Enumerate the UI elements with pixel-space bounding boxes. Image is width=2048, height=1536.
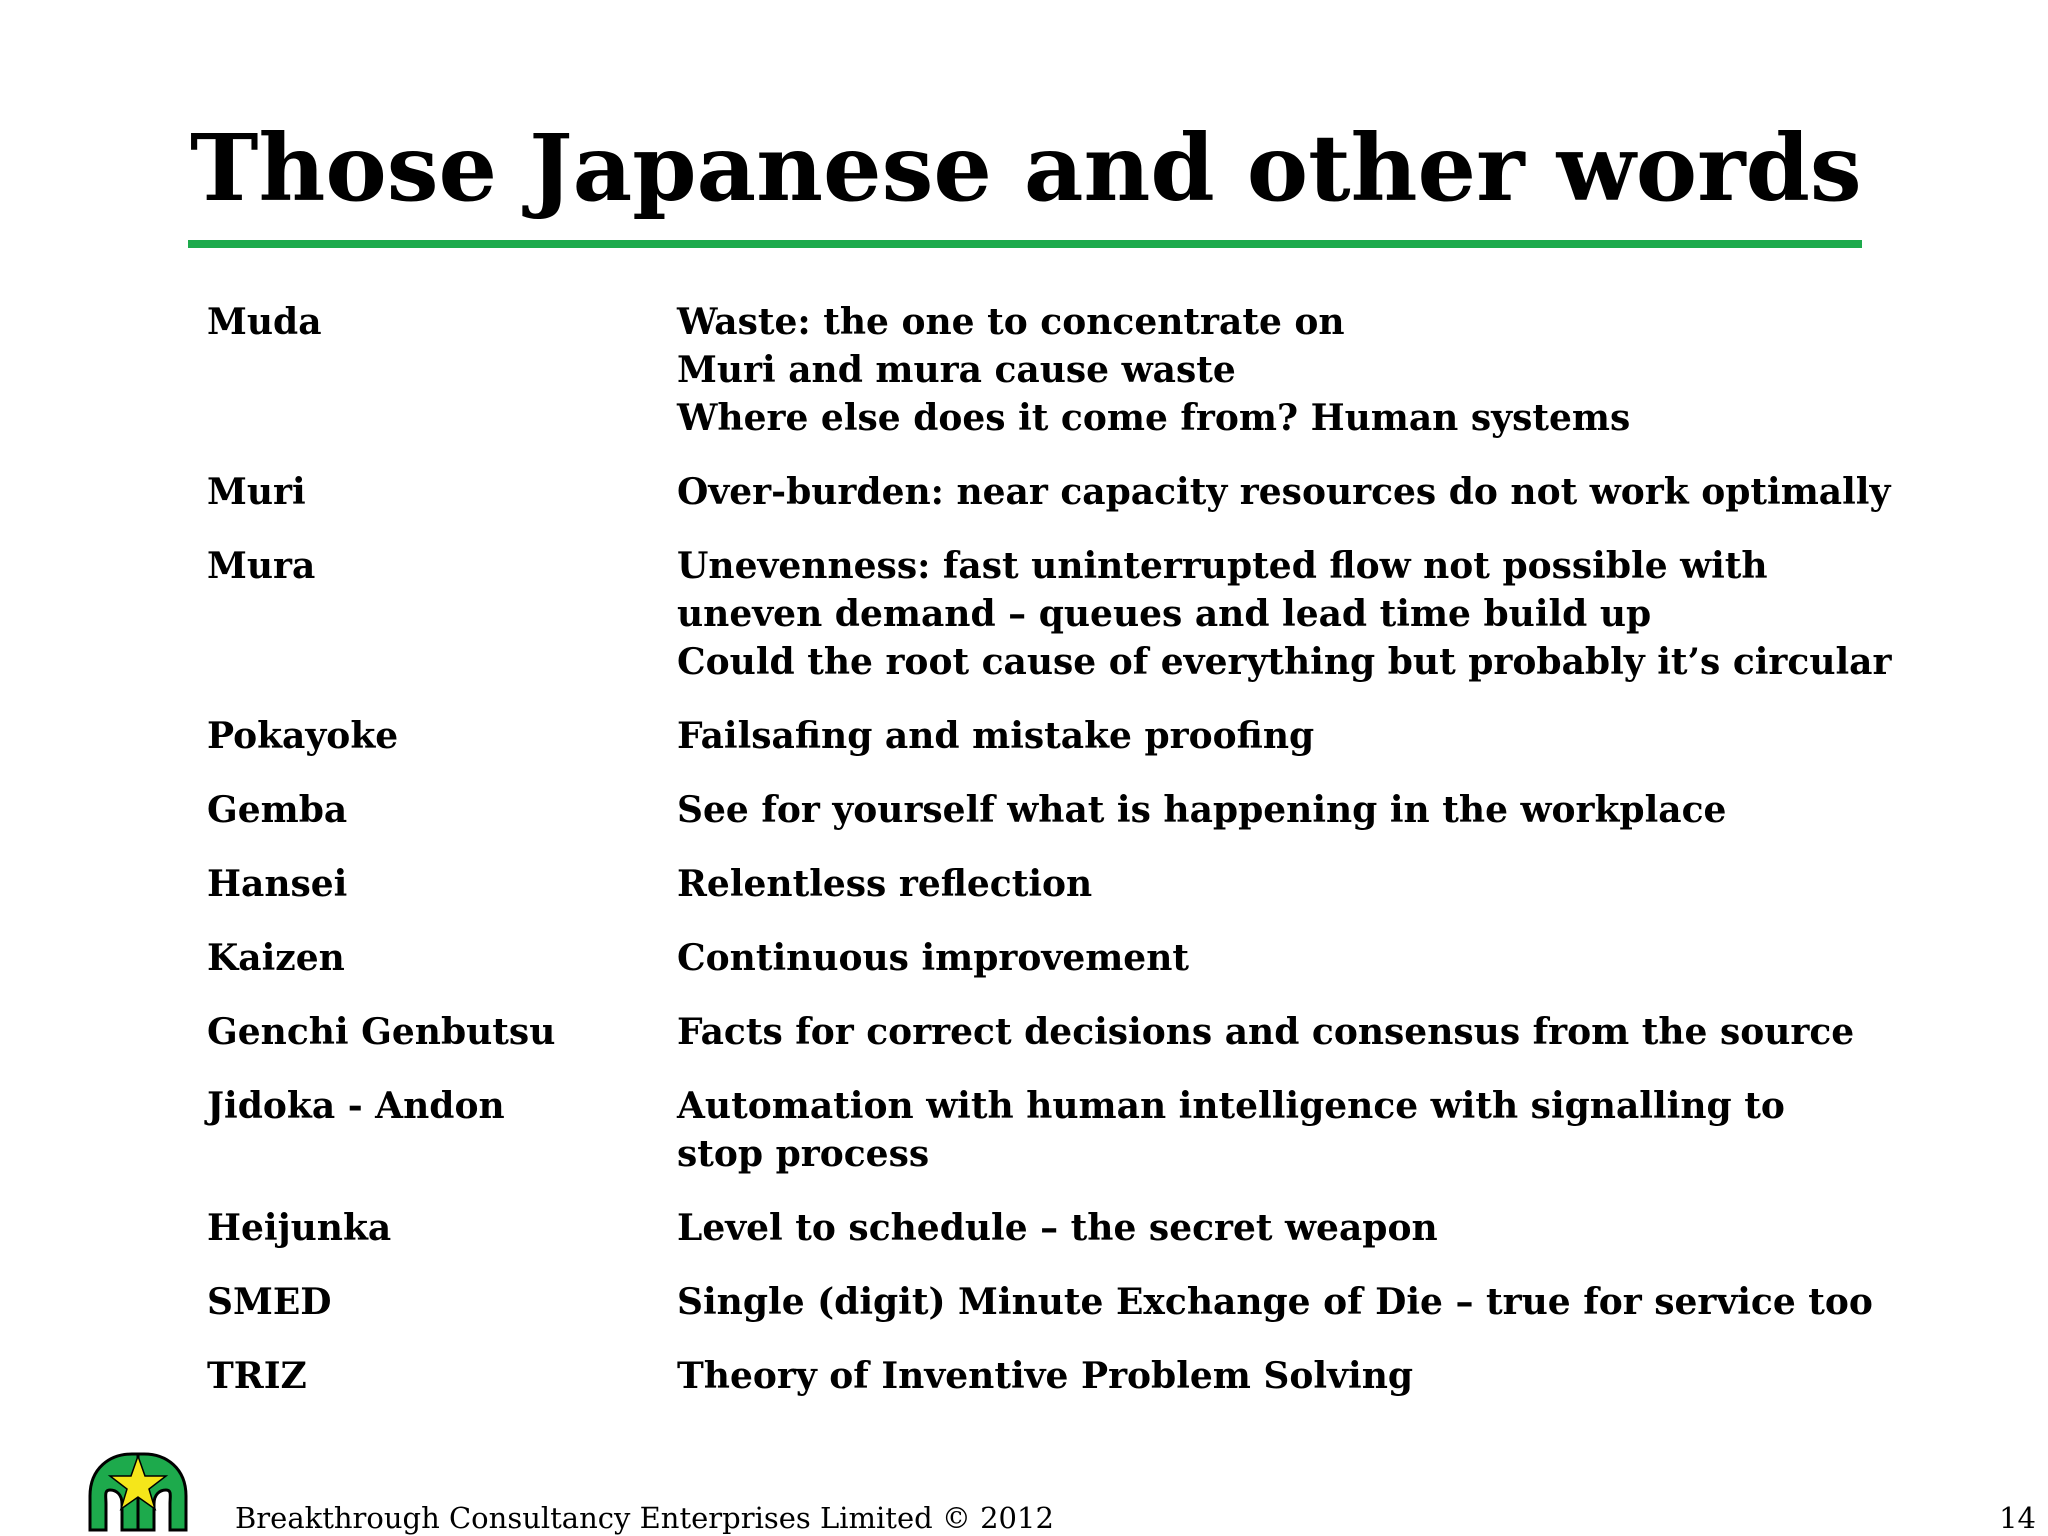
glossary-definition (677, 1204, 2007, 1252)
definition-line: Waste: the one to concentrate on (677, 301, 1345, 343)
definition-line: Relentless reflection (677, 863, 1093, 905)
definition-line: Muri and mura cause waste (677, 349, 1236, 391)
glossary-definition (677, 542, 2007, 686)
glossary-row (207, 1204, 2007, 1252)
definition-line: Over-burden: near capacity resources do not work optimally (677, 471, 1891, 513)
definition-line: Where else does it come from? Human systems (677, 397, 1631, 439)
glossary-row (207, 860, 2007, 908)
glossary-term: Genchi Genbutsu (207, 1011, 556, 1053)
glossary-definition (677, 1008, 2007, 1056)
glossary-definition (677, 468, 2007, 516)
glossary-definition (677, 786, 2007, 834)
definition-line: Level to schedule – the secret weapon (677, 1207, 1438, 1249)
glossary-row (207, 1278, 2007, 1326)
glossary-term: Muda (207, 301, 322, 343)
glossary-definition (677, 1278, 2007, 1326)
glossary-row (207, 298, 2007, 442)
glossary-row (207, 786, 2007, 834)
glossary-definition (677, 1352, 2007, 1400)
definition-line: Single (digit) Minute Exchange of Die – true for service too (677, 1281, 1873, 1323)
glossary-row (207, 1082, 2007, 1178)
definition-line: Failsafing and mistake proofing (677, 715, 1315, 757)
glossary-row (207, 712, 2007, 760)
page-number: 14 (1999, 1501, 2036, 1535)
glossary-definition (677, 860, 2007, 908)
glossary-term: SMED (207, 1281, 332, 1323)
slide-title: Those Japanese and other words (190, 114, 1862, 222)
definition-line: Automation with human intelligence with signalling to (677, 1085, 1785, 1127)
definition-line: Could the root cause of everything but probably it’s circular (677, 641, 1892, 683)
definition-line: Theory of Inventive Problem Solving (677, 1355, 1414, 1397)
glossary-definition (677, 298, 2007, 442)
definition-line: Unevenness: fast uninterrupted flow not possible with (677, 545, 1768, 587)
glossary-definition (677, 1082, 2007, 1178)
glossary-term: Kaizen (207, 937, 345, 979)
company-logo-icon (88, 1452, 188, 1532)
glossary-term: Jidoka - Andon (207, 1085, 505, 1127)
glossary-row (207, 468, 2007, 516)
definition-line: See for yourself what is happening in the workplace (677, 789, 1727, 831)
definition-line: uneven demand – queues and lead time build up (677, 593, 1652, 635)
glossary-definition (677, 934, 2007, 982)
glossary-term: Pokayoke (207, 715, 399, 757)
definition-line: Continuous improvement (677, 937, 1190, 979)
footer-company: Breakthrough Consultancy Enterprises Limited © 2012 (235, 1501, 1054, 1535)
glossary-term: Gemba (207, 789, 348, 831)
definition-line: Facts for correct decisions and consensus from the source (677, 1011, 1855, 1053)
glossary-term: TRIZ (207, 1355, 307, 1397)
glossary-list (207, 298, 2007, 1426)
glossary-row (207, 934, 2007, 982)
glossary-term: Mura (207, 545, 316, 587)
title-divider (188, 240, 1862, 248)
glossary-term: Muri (207, 471, 306, 513)
glossary-definition (677, 712, 2007, 760)
definition-line: stop process (677, 1133, 930, 1175)
glossary-term: Heijunka (207, 1207, 392, 1249)
glossary-term: Hansei (207, 863, 348, 905)
glossary-row (207, 542, 2007, 686)
glossary-row (207, 1352, 2007, 1400)
glossary-row (207, 1008, 2007, 1056)
